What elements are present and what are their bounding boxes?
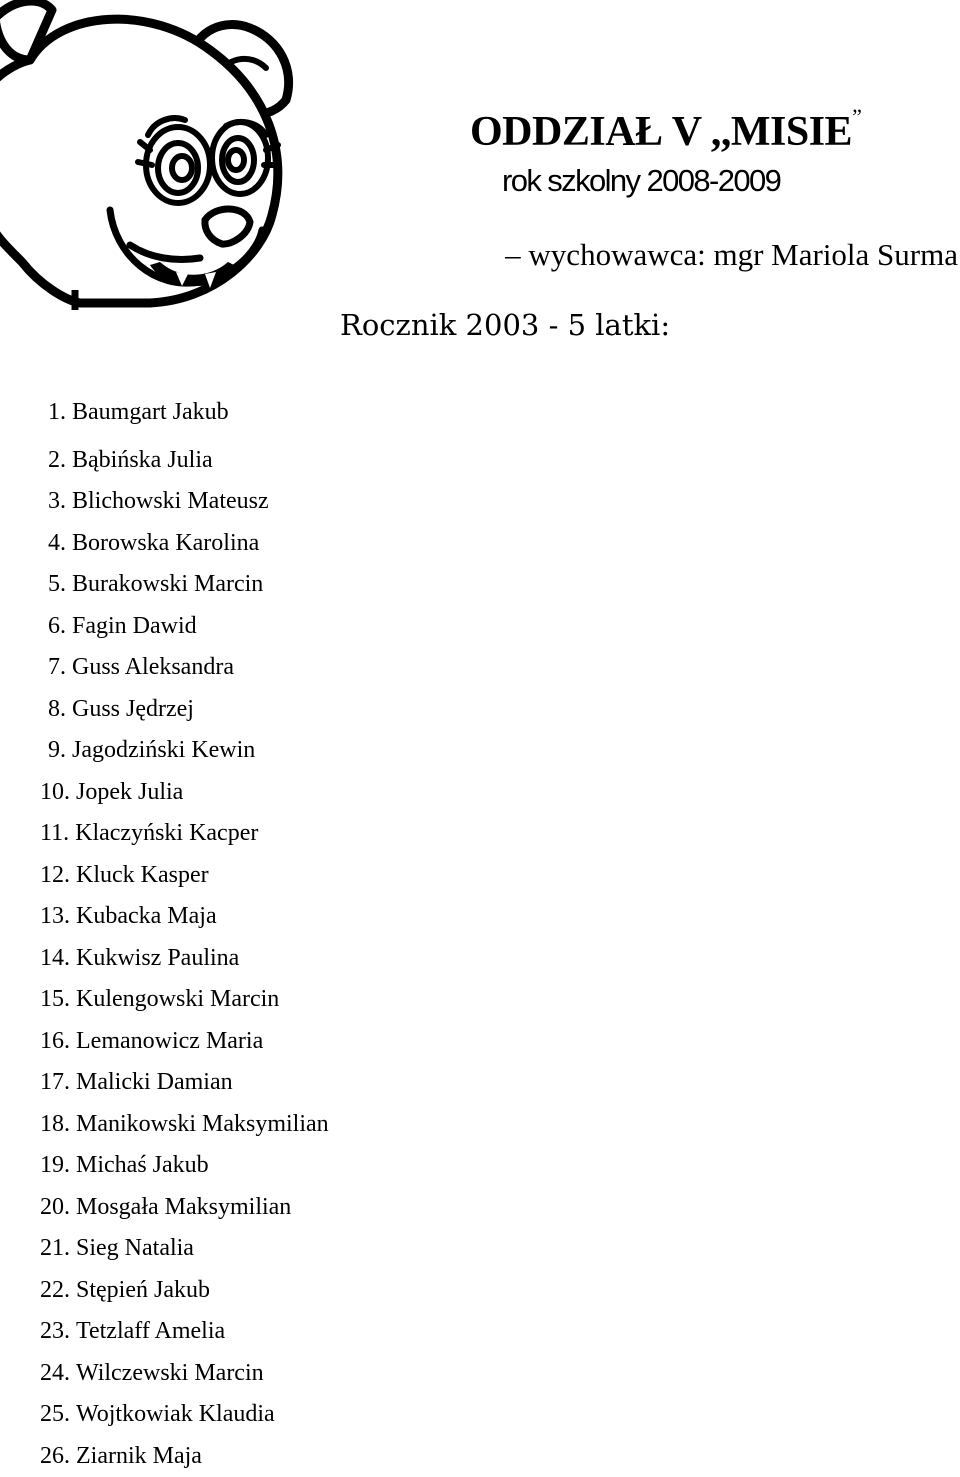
list-item-name: Blichowski Mateusz (72, 488, 269, 514)
title-text: ODDZIAŁ V ,,MISIE (470, 109, 852, 155)
list-item (40, 392, 329, 434)
list-item (40, 1104, 329, 1146)
list-item-number: 18. (40, 1104, 70, 1146)
list-item-number: 26. (40, 1436, 70, 1477)
list-item (40, 1145, 329, 1187)
list-item-number: 3. (48, 481, 66, 523)
list-item-number: 21. (40, 1228, 70, 1270)
teddy-bear-face-icon (0, 0, 320, 310)
list-item-name: Tetzlaff Amelia (76, 1318, 225, 1344)
list-item-number: 7. (48, 647, 66, 689)
list-item (40, 1311, 329, 1353)
list-item (40, 855, 329, 897)
list-item (40, 1270, 329, 1312)
list-item-number: 12. (40, 855, 70, 897)
group-heading: Rocznik 2003 - 5 latki: (340, 308, 670, 342)
list-item-name: Wilczewski Marcin (76, 1360, 264, 1386)
title-closing-quote: ” (852, 104, 861, 129)
list-item (40, 896, 329, 938)
list-item-name: Jagodziński Kewin (72, 737, 255, 763)
list-item-name: Fagin Dawid (72, 613, 197, 639)
list-item-number: 10. (40, 772, 70, 814)
list-item-number: 16. (40, 1021, 70, 1063)
list-item-number: 9. (48, 730, 66, 772)
list-item-number: 2. (48, 440, 66, 482)
list-item-name: Wojtkowiak Klaudia (76, 1401, 275, 1427)
list-item-number: 6. (48, 606, 66, 648)
list-item-name: Borowska Karolina (72, 530, 259, 556)
list-item-name: Kulengowski Marcin (76, 986, 279, 1012)
list-item-number: 24. (40, 1353, 70, 1395)
list-item-number: 23. (40, 1311, 70, 1353)
list-item-name: Stępień Jakub (76, 1277, 210, 1303)
list-item (40, 1021, 329, 1063)
list-item-number: 19. (40, 1145, 70, 1187)
list-item (40, 1228, 329, 1270)
list-item-number: 17. (40, 1062, 70, 1104)
list-item-name: Kubacka Maja (76, 903, 217, 929)
school-year: rok szkolny 2008-2009 (502, 163, 780, 199)
list-item-number: 5. (48, 564, 66, 606)
list-item-number: 4. (48, 523, 66, 565)
list-item-name: Bąbińska Julia (72, 447, 213, 473)
list-item-name: Manikowski Maksymilian (76, 1111, 329, 1137)
children-list (40, 392, 329, 1477)
list-item (40, 1436, 329, 1477)
list-item-name: Burakowski Marcin (72, 571, 263, 597)
list-item-name: Guss Jędrzej (72, 696, 194, 722)
list-item (40, 979, 329, 1021)
list-item (40, 1062, 329, 1104)
list-item-number: 22. (40, 1270, 70, 1312)
list-item-number: 8. (48, 689, 66, 731)
list-item (40, 1394, 329, 1436)
list-item (40, 481, 329, 523)
list-item (40, 523, 329, 565)
list-item-name: Guss Aleksandra (72, 654, 234, 680)
list-item-name: Michaś Jakub (76, 1152, 209, 1178)
list-item-number: 14. (40, 938, 70, 980)
list-item-name: Jopek Julia (76, 779, 183, 805)
list-item-name: Ziarnik Maja (76, 1443, 202, 1469)
list-item-number: 11. (40, 813, 69, 855)
list-item (40, 730, 329, 772)
list-item (40, 689, 329, 731)
list-item-name: Sieg Natalia (76, 1235, 194, 1261)
list-item-name: Lemanowicz Maria (76, 1028, 263, 1054)
list-item-name: Kluck Kasper (76, 862, 209, 888)
list-item (40, 772, 329, 814)
list-item (40, 1353, 329, 1395)
list-item (40, 440, 329, 482)
list-item (40, 564, 329, 606)
list-item-name: Malicki Damian (76, 1069, 233, 1095)
list-item-number: 25. (40, 1394, 70, 1436)
list-item-name: Baumgart Jakub (72, 399, 229, 425)
page-title (470, 108, 861, 156)
list-item (40, 647, 329, 689)
list-item-number: 20. (40, 1187, 70, 1229)
list-item-name: Kukwisz Paulina (76, 945, 239, 971)
list-item-name: Klaczyński Kacper (75, 820, 258, 846)
list-item-number: 15. (40, 979, 70, 1021)
list-item-number: 1. (48, 392, 66, 434)
list-item-name: Mosgała Maksymilian (76, 1194, 291, 1220)
teacher-line: – wychowawca: mgr Mariola Surma (505, 237, 958, 273)
list-item (40, 1187, 329, 1229)
list-item (40, 606, 329, 648)
list-item (40, 813, 329, 855)
list-item-number: 13. (40, 896, 70, 938)
list-item (40, 938, 329, 980)
